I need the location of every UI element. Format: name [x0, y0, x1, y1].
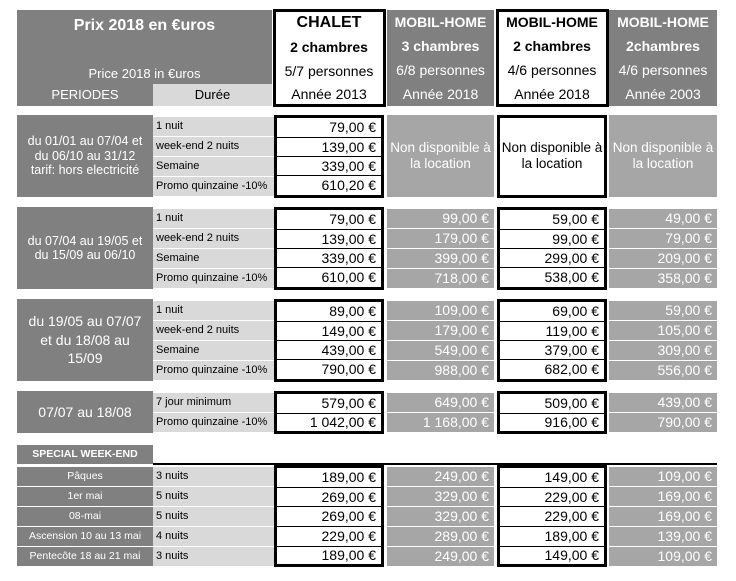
- column-name: MOBIL-HOME: [617, 13, 709, 30]
- duration-cell: 1 nuit: [153, 117, 274, 136]
- duration-cell: Promo quinzaine -10%: [153, 361, 274, 380]
- column-year: Année 2013: [291, 86, 367, 103]
- duration-cell: 1 nuit: [153, 209, 274, 228]
- unavailable-cell: [609, 115, 717, 197]
- column-rooms: 2 chambres: [290, 39, 368, 56]
- duration-cell: Promo quinzaine -10%: [153, 269, 274, 288]
- column-header-mobilhome-2ch-2003: [609, 10, 717, 106]
- duration-cell: 1 nuit: [153, 301, 274, 320]
- period-label-line: du 01/01 au 07/04 et: [27, 134, 143, 149]
- price-cell: 379,00 €: [500, 340, 604, 359]
- price-cell: 79,00 €: [277, 210, 381, 229]
- price-cell: 556,00 €: [609, 361, 717, 380]
- header-filler: [17, 42, 272, 64]
- duration-cell: Semaine: [153, 157, 274, 176]
- unavailable-line: la location: [632, 156, 694, 171]
- price-cell: 59,00 €: [500, 210, 604, 229]
- period-label: [17, 207, 153, 289]
- price-cell: 299,00 €: [500, 248, 604, 267]
- price-cell: 59,00 €: [609, 301, 717, 320]
- price-cell: 610,20 €: [277, 175, 381, 195]
- price-cell: 109,00 €: [609, 547, 717, 566]
- period-label: [17, 115, 153, 197]
- price-cell: 579,00 €: [277, 394, 381, 413]
- special-label: 1er mai: [17, 487, 153, 506]
- period-label: [17, 299, 153, 381]
- duration-cell: Promo quinzaine -10%: [153, 177, 274, 196]
- special-title: SPECIAL WEEK-END: [17, 445, 153, 464]
- column-name: MOBIL-HOME: [394, 13, 487, 30]
- special-label: Pentecôte 18 au 21 mai: [17, 547, 153, 566]
- price-cell: 538,00 €: [500, 267, 604, 287]
- column-year: Année 2018: [402, 85, 479, 102]
- unavailable-cell: [497, 115, 607, 197]
- duration-cell: 4 nuits: [153, 527, 274, 546]
- price-cell: 89,00 €: [277, 302, 381, 321]
- price-cell: 119,00 €: [500, 321, 604, 340]
- price-cell: 249,00 €: [387, 467, 494, 486]
- column-rooms: 3 chambres: [401, 37, 480, 54]
- price-cell: 509,00 €: [500, 394, 604, 413]
- price-cell: 1 168,00 €: [387, 413, 494, 432]
- column-persons: 6/8 personnes: [396, 61, 485, 78]
- price-cell: 139,00 €: [277, 137, 381, 156]
- price-cell: 169,00 €: [609, 487, 717, 506]
- price-cell: 69,00 €: [500, 302, 604, 321]
- price-cell: 189,00 €: [277, 468, 381, 487]
- column-header-mobilhome-3ch: [387, 10, 494, 106]
- price-cell: 916,00 €: [500, 413, 604, 431]
- price-cell: 309,00 €: [609, 341, 717, 360]
- price-cell: 229,00 €: [277, 526, 381, 546]
- price-cell: 49,00 €: [609, 209, 717, 228]
- column-year: Année 2018: [514, 85, 590, 102]
- column-year: Année 2003: [625, 85, 701, 102]
- special-label: 08-mai: [17, 507, 153, 526]
- price-cell: 682,00 €: [500, 359, 604, 379]
- price-cell: 179,00 €: [387, 321, 494, 340]
- price-cell: 269,00 €: [277, 487, 381, 506]
- unavailable-line: la location: [410, 156, 471, 171]
- period-label-line: 15/09: [67, 350, 103, 367]
- period-label-line: du 07/04 au 19/05 et: [27, 233, 143, 248]
- unavailable-cell: [387, 115, 494, 197]
- duration-cell: week-end 2 nuits: [153, 321, 274, 340]
- duree-header: Durée: [153, 84, 272, 106]
- price-cell: 149,00 €: [500, 468, 604, 487]
- price-cell: 399,00 €: [387, 249, 494, 268]
- price-cell: 139,00 €: [277, 229, 381, 248]
- price-cell: 269,00 €: [277, 506, 381, 526]
- column-persons: 5/7 personnes: [284, 62, 374, 79]
- price-cell: 439,00 €: [277, 340, 381, 359]
- price-cell: 229,00 €: [500, 506, 604, 526]
- price-cell: 79,00 €: [609, 229, 717, 248]
- price-cell: 169,00 €: [609, 507, 717, 526]
- period-label-line: du 06/10 au 31/12: [34, 148, 136, 163]
- period-label: 07/07 au 18/08: [17, 391, 153, 433]
- special-divider: [153, 463, 717, 465]
- price-cell: 189,00 €: [277, 546, 381, 564]
- price-cell: 109,00 €: [609, 467, 717, 486]
- price-cell: 209,00 €: [609, 249, 717, 268]
- price-cell: 105,00 €: [609, 321, 717, 340]
- duration-cell: 3 nuits: [153, 467, 274, 486]
- column-rooms: 2 chambres: [513, 37, 591, 54]
- price-cell: 189,00 €: [500, 526, 604, 546]
- price-cell: 649,00 €: [387, 393, 494, 412]
- period-label-line: tarif: hors electricité: [30, 163, 140, 178]
- price-cell: 790,00 €: [609, 413, 717, 432]
- duration-cell: Semaine: [153, 249, 274, 268]
- price-cell: 610,00 €: [277, 267, 381, 287]
- duration-cell: week-end 2 nuits: [153, 229, 274, 248]
- duration-cell: Promo quinzaine -10%: [153, 413, 274, 432]
- price-cell: 109,00 €: [387, 301, 494, 320]
- price-cell: 549,00 €: [387, 341, 494, 360]
- duration-cell: 5 nuits: [153, 507, 274, 526]
- period-label-line: du 19/05 au 07/07: [28, 312, 142, 329]
- unavailable-line: Non disponible à: [612, 140, 714, 156]
- duration-cell: 5 nuits: [153, 487, 274, 506]
- price-cell: 149,00 €: [277, 321, 381, 340]
- price-cell: 249,00 €: [387, 547, 494, 566]
- price-cell: 1 042,00 €: [277, 413, 381, 431]
- duration-cell: 3 nuits: [153, 547, 274, 566]
- column-persons: 4/6 personnes: [507, 61, 597, 78]
- price-cell: 358,00 €: [609, 269, 717, 288]
- periodes-header: PERIODES: [17, 84, 153, 106]
- price-cell: 439,00 €: [609, 393, 717, 412]
- column-header-mobilhome-2ch-2018: [497, 10, 607, 106]
- unavailable-line: la location: [521, 156, 583, 171]
- period-label-line: du 15/09 au 06/10: [34, 248, 136, 262]
- duration-cell: 7 jour minimum: [153, 393, 274, 412]
- price-cell: 988,00 €: [387, 361, 494, 380]
- price-cell: 329,00 €: [387, 507, 494, 526]
- price-cell: 99,00 €: [387, 209, 494, 228]
- price-cell: 718,00 €: [387, 269, 494, 288]
- column-name: CHALET: [296, 13, 362, 31]
- special-label: Pâques: [17, 467, 153, 486]
- column-name: MOBIL-HOME: [506, 13, 598, 30]
- table-title: Prix 2018 en €uros: [17, 10, 272, 42]
- price-cell: 99,00 €: [500, 229, 604, 248]
- price-cell: 149,00 €: [500, 546, 604, 564]
- duration-cell: week-end 2 nuits: [153, 137, 274, 156]
- price-cell: 229,00 €: [500, 487, 604, 506]
- table-subtitle: Price 2018 in €uros: [17, 64, 272, 84]
- price-cell: 329,00 €: [387, 487, 494, 506]
- column-rooms: 2chambres: [626, 37, 700, 54]
- price-cell: 339,00 €: [277, 156, 381, 175]
- price-cell: 139,00 €: [609, 527, 717, 546]
- price-cell: 179,00 €: [387, 229, 494, 248]
- price-cell: 790,00 €: [277, 359, 381, 379]
- duration-cell: Semaine: [153, 341, 274, 360]
- unavailable-line: Non disponible à: [501, 140, 603, 156]
- price-cell: 339,00 €: [277, 248, 381, 267]
- period-label-line: et du 18/08 au: [40, 331, 130, 348]
- unavailable-line: Non disponible à: [390, 140, 491, 156]
- special-label: Ascension 10 au 13 mai: [17, 527, 153, 546]
- column-header-chalet: [274, 10, 384, 106]
- column-persons: 4/6 personnes: [618, 61, 708, 78]
- price-cell: 79,00 €: [277, 118, 381, 137]
- price-cell: 289,00 €: [387, 527, 494, 546]
